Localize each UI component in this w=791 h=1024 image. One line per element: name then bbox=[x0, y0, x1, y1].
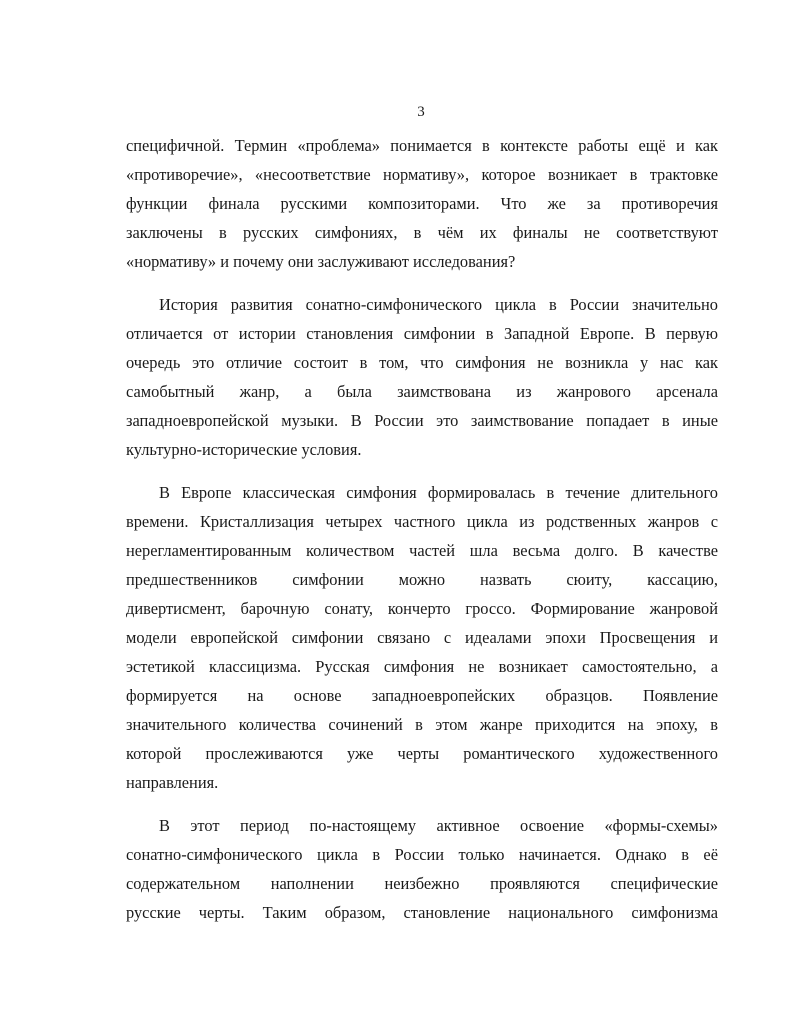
text-line: модели европейской симфонии связано с идеалами эпохи Просвещения и bbox=[126, 628, 718, 647]
text-line: История развития сонатно-симфонического цикла в России значительно bbox=[159, 295, 718, 314]
text-line: отличается от истории становления симфонии в Западной Европе. В первую bbox=[126, 324, 718, 343]
text-line: западноевропейской музыки. В России это заимствование попадает в иные bbox=[126, 411, 718, 430]
paragraph-3 bbox=[126, 478, 718, 797]
text-line: русские черты. Таким образом, становление национального симфонизма bbox=[126, 903, 718, 922]
text-line: значительного количества сочинений в этом жанре приходится на эпоху, в bbox=[126, 715, 718, 734]
text-line: предшественников симфонии можно назвать сюиту, кассацию, bbox=[126, 570, 718, 589]
text-line: формируется на основе западноевропейских образцов. Появление bbox=[126, 686, 718, 705]
text-line: содержательном наполнении неизбежно проявляются специфические bbox=[126, 874, 718, 893]
text-line: очередь это отличие состоит в том, что симфония не возникла у нас как bbox=[126, 353, 718, 372]
text-line: нерегламентированным количеством частей шла весьма долго. В качестве bbox=[126, 541, 718, 560]
text-line: заключены в русских симфониях, в чём их финалы не соответствуют bbox=[126, 223, 718, 242]
text-line: специфичной. Термин «проблема» понимается в контексте работы ещё и как bbox=[126, 136, 718, 155]
page-number: 3 bbox=[417, 104, 425, 120]
text-line: «нормативу» и почему они заслуживают исследования? bbox=[126, 252, 516, 271]
text-line: В этот период по-настоящему активное освоение «формы-схемы» bbox=[159, 816, 718, 835]
text-line: времени. Кристаллизация четырех частного цикла из родственных жанров с bbox=[126, 512, 718, 531]
text-line: эстетикой классицизма. Русская симфония не возникает самостоятельно, а bbox=[126, 657, 718, 676]
document-body bbox=[126, 131, 718, 941]
paragraph-4 bbox=[126, 811, 718, 927]
text-line: В Европе классическая симфония формировалась в течение длительного bbox=[159, 483, 718, 502]
text-line: культурно-исторические условия. bbox=[126, 440, 362, 459]
paragraph-1 bbox=[126, 131, 718, 276]
text-line: дивертисмент, барочную сонату, кончерто гроссо. Формирование жанровой bbox=[126, 599, 718, 618]
text-line: «противоречие», «несоответствие нормативу», которое возникает в трактовке bbox=[126, 165, 718, 184]
text-line: направления. bbox=[126, 773, 219, 792]
text-line: сонатно-симфонического цикла в России только начинается. Однако в её bbox=[126, 845, 718, 864]
paragraph-2 bbox=[126, 290, 718, 464]
text-line: самобытный жанр, а была заимствована из жанрового арсенала bbox=[126, 382, 718, 401]
text-line: функции финала русскими композиторами. Что же за противоречия bbox=[126, 194, 718, 213]
text-line: которой прослеживаются уже черты романтического художественного bbox=[126, 744, 718, 763]
